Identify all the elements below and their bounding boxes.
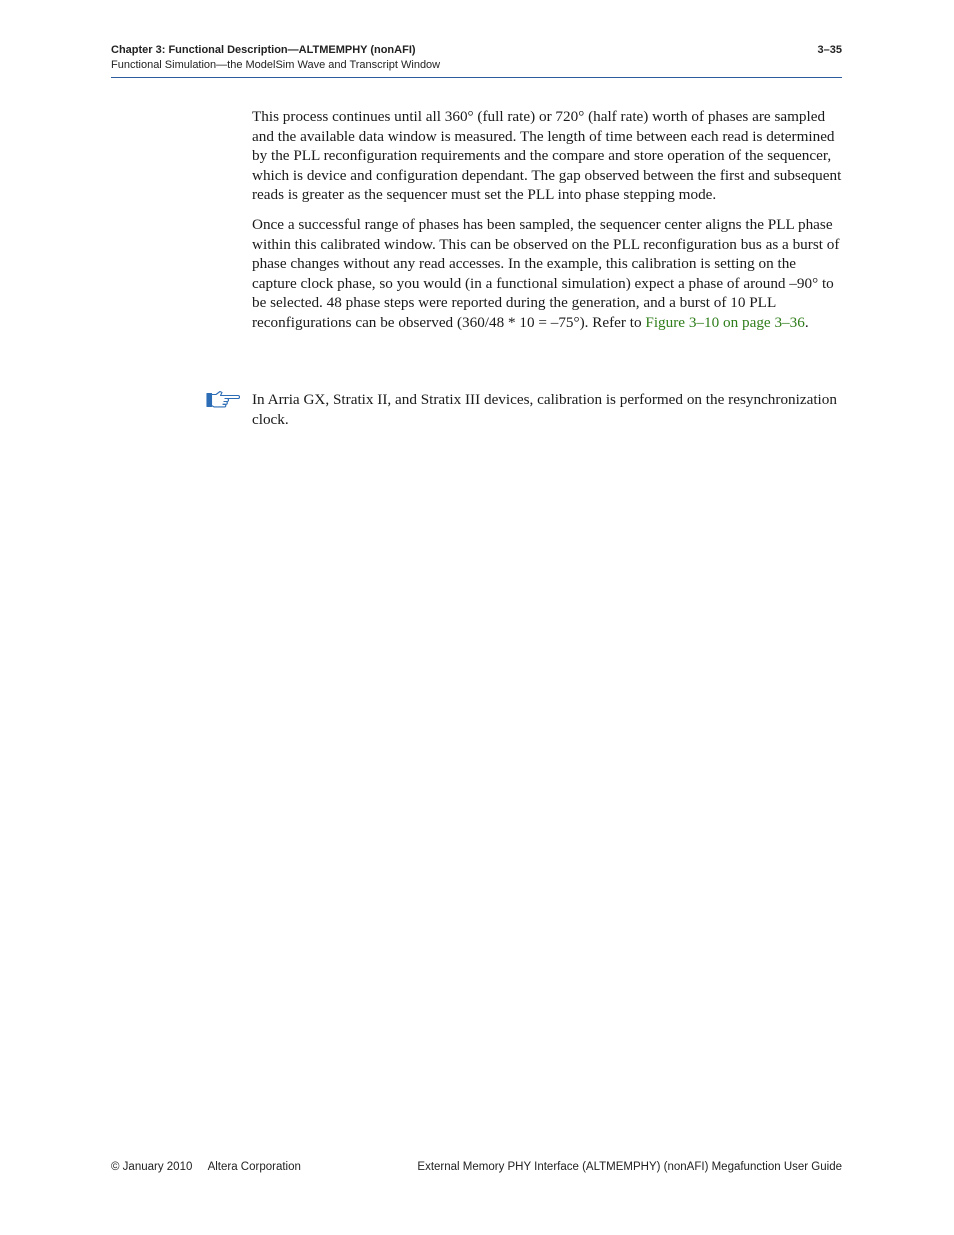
header-rule [111,77,842,78]
footer-left [111,1161,301,1173]
chapter-title: Chapter 3: Functional Description—ALTMEMPHY (nonAFI) [111,44,416,56]
note-text: In Arria GX, Stratix II, and Stratix III devices, calibration is performed on the resynchronization clock. [252,391,837,428]
page-number: 3–35 [817,44,842,56]
footer-guide-title: External Memory PHY Interface (ALTMEMPHY) (nonAFI) Megafunction User Guide [417,1161,842,1173]
paragraph-1: This process continues until all 360° (full rate) or 720° (half rate) worth of phases are sampled and the available data window is measured. The length of time between each read is determined by the PLL reconfiguration requirements and the compare and store operation of the sequencer, which is device and configuration dependant. The gap observed between the first and subsequent reads is greater as the sequencer must set the PLL into phase stepping mode. [252,108,842,204]
figure-link[interactable]: Figure 3–10 on page 3–36 [645,313,805,331]
paragraph-2-text: Once a successful range of phases has been sampled, the sequencer center aligns the PLL phase within this calibrated window. This can be observed on the PLL reconfiguration bus as a burst of phase changes without any read accesses. In the example, this calibration is setting on the capture clock phase, so you would (in a functional simulation) expect a phase of around –90° to be selected. 48 phase steps were reported during the generation, and a burst of 10 PLL reconfigurations can be observed (360/48 * 10 = –75°). Refer to [252,215,840,331]
header-top-row [111,42,842,58]
paragraph-2-end: . [804,313,809,331]
paragraph-2 [252,215,842,333]
body-text [252,107,842,343]
pointing-hand-icon [206,390,240,410]
page-header [111,42,842,73]
footer-date: © January 2010 [111,1161,193,1173]
page-footer [111,1161,842,1173]
footer-company: Altera Corporation [207,1161,301,1173]
section-title: Functional Simulation—the ModelSim Wave and Transcript Window [111,59,441,71]
